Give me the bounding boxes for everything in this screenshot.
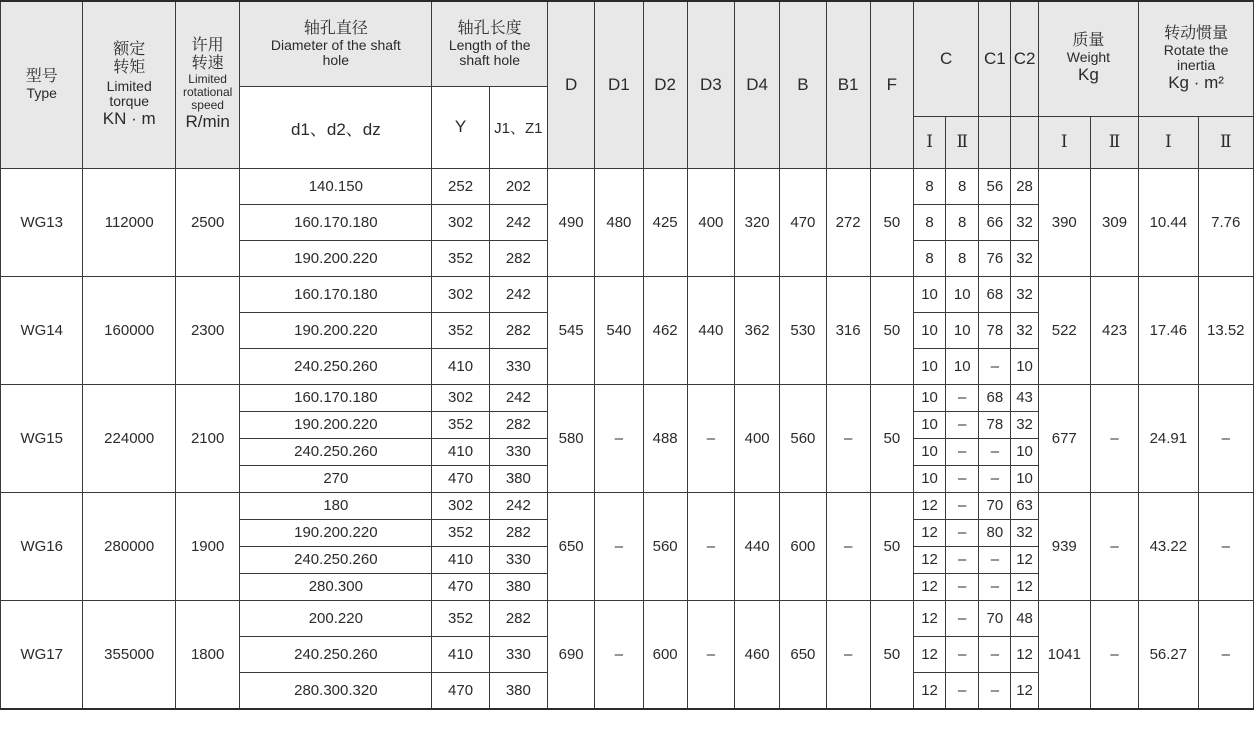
cell-type: WG15 — [1, 384, 83, 492]
cell-c2: 48 — [1011, 600, 1038, 636]
cell-w2: – — [1090, 492, 1138, 600]
cell-c1: 70 — [979, 492, 1011, 519]
header-F: F — [870, 1, 913, 168]
cell-D4: 362 — [735, 276, 780, 384]
cell-c-i: 12 — [913, 636, 945, 672]
cell-B: 470 — [780, 168, 826, 276]
header-D4: D4 — [735, 1, 780, 168]
cell-B1: – — [826, 384, 870, 492]
header-d-sub: d1、d2、dz — [240, 86, 432, 168]
cell-bore-diameter: 190.200.220 — [240, 240, 432, 276]
cell-i1: 24.91 — [1139, 384, 1198, 492]
cell-c2: 12 — [1011, 636, 1038, 672]
header-inertia-cn: 转动惯量 — [1164, 24, 1229, 42]
header-diameter — [240, 1, 432, 86]
header-y: Y — [432, 86, 489, 168]
cell-type: WG14 — [1, 276, 83, 384]
cell-w2: 423 — [1090, 276, 1138, 384]
cell-length-j: 242 — [489, 204, 547, 240]
cell-type: WG17 — [1, 600, 83, 709]
cell-bore-diameter: 240.250.260 — [240, 438, 432, 465]
cell-c-i: 12 — [913, 573, 945, 600]
header-length — [432, 1, 548, 86]
cell-c-ii: 8 — [946, 204, 979, 240]
cell-B: 530 — [780, 276, 826, 384]
cell-c1: 78 — [979, 312, 1011, 348]
cell-c-ii: – — [946, 411, 979, 438]
cell-c-ii: – — [946, 636, 979, 672]
cell-c2: 12 — [1011, 573, 1038, 600]
header-jz: J1、Z1 — [489, 86, 547, 168]
cell-D4: 320 — [735, 168, 780, 276]
cell-length-y: 410 — [432, 546, 489, 573]
cell-bore-diameter: 180 — [240, 492, 432, 519]
cell-bore-diameter: 240.250.260 — [240, 546, 432, 573]
cell-c2: 63 — [1011, 492, 1038, 519]
cell-length-y: 352 — [432, 312, 489, 348]
cell-D2: 462 — [643, 276, 687, 384]
cell-length-j: 242 — [489, 492, 547, 519]
cell-c-ii: – — [946, 672, 979, 709]
cell-w1: 677 — [1038, 384, 1090, 492]
cell-c-i: 8 — [913, 240, 945, 276]
cell-length-y: 410 — [432, 348, 489, 384]
cell-c-ii: – — [946, 519, 979, 546]
cell-torque: 355000 — [83, 600, 176, 709]
header-inertia-ii: Ⅱ — [1198, 116, 1253, 168]
header-B1: B1 — [826, 1, 870, 168]
cell-c-i: 12 — [913, 492, 945, 519]
cell-c-ii: 8 — [946, 168, 979, 204]
cell-bore-diameter: 240.250.260 — [240, 636, 432, 672]
header-inertia-unit: Kg · m² — [1168, 72, 1224, 92]
cell-c-ii: 10 — [946, 312, 979, 348]
cell-B: 650 — [780, 600, 826, 709]
cell-c2: 10 — [1011, 438, 1038, 465]
cell-c1: 80 — [979, 519, 1011, 546]
cell-length-y: 470 — [432, 672, 489, 709]
cell-F: 50 — [870, 276, 913, 384]
cell-length-j: 330 — [489, 438, 547, 465]
cell-length-j: 330 — [489, 546, 547, 573]
cell-length-y: 302 — [432, 204, 489, 240]
cell-D1: – — [595, 384, 643, 492]
cell-c-ii: 10 — [946, 276, 979, 312]
header-speed-cn: 许用转速 — [191, 37, 224, 73]
cell-w1: 522 — [1038, 276, 1090, 384]
cell-F: 50 — [870, 600, 913, 709]
cell-length-y: 352 — [432, 240, 489, 276]
cell-c-ii: 10 — [946, 348, 979, 384]
cell-c1: – — [979, 636, 1011, 672]
cell-D4: 460 — [735, 600, 780, 709]
cell-c-ii: – — [946, 465, 979, 492]
header-length-en: Length of the shaft hole — [448, 36, 531, 68]
table-row — [1, 384, 1254, 411]
cell-torque: 280000 — [83, 492, 176, 600]
cell-c2: 12 — [1011, 672, 1038, 709]
cell-D3: – — [687, 600, 734, 709]
cell-c2: 32 — [1011, 519, 1038, 546]
cell-D3: – — [687, 384, 734, 492]
table-row — [1, 168, 1254, 204]
cell-i2: 13.52 — [1198, 276, 1253, 384]
cell-F: 50 — [870, 384, 913, 492]
cell-c-i: 8 — [913, 204, 945, 240]
cell-bore-diameter: 200.220 — [240, 600, 432, 636]
header-weight — [1038, 1, 1139, 116]
cell-c1: 68 — [979, 276, 1011, 312]
cell-length-y: 410 — [432, 636, 489, 672]
cell-D1: 540 — [595, 276, 643, 384]
header-type-cn: 型号 — [25, 68, 58, 86]
cell-i2: – — [1198, 492, 1253, 600]
cell-c-i: 10 — [913, 276, 945, 312]
cell-c-ii: – — [946, 546, 979, 573]
cell-c-i: 10 — [913, 312, 945, 348]
cell-c-i: 12 — [913, 546, 945, 573]
cell-length-y: 352 — [432, 411, 489, 438]
cell-bore-diameter: 160.170.180 — [240, 276, 432, 312]
cell-bore-diameter: 270 — [240, 465, 432, 492]
cell-length-j: 242 — [489, 384, 547, 411]
cell-length-j: 282 — [489, 411, 547, 438]
cell-c-i: 10 — [913, 384, 945, 411]
cell-B1: 316 — [826, 276, 870, 384]
cell-i1: 17.46 — [1139, 276, 1198, 384]
cell-c1: 70 — [979, 600, 1011, 636]
header-diameter-cn: 轴孔直径 — [303, 19, 368, 37]
cell-c-i: 10 — [913, 465, 945, 492]
cell-length-j: 282 — [489, 519, 547, 546]
header-torque — [83, 1, 176, 168]
header-c-ii: Ⅱ — [946, 116, 979, 168]
cell-speed: 2300 — [175, 276, 239, 384]
cell-B: 560 — [780, 384, 826, 492]
cell-speed: 2100 — [175, 384, 239, 492]
cell-c1: 78 — [979, 411, 1011, 438]
cell-length-j: 242 — [489, 276, 547, 312]
cell-length-y: 470 — [432, 573, 489, 600]
cell-c-i: 8 — [913, 168, 945, 204]
cell-i1: 43.22 — [1139, 492, 1198, 600]
cell-B: 600 — [780, 492, 826, 600]
header-weight-i: Ⅰ — [1038, 116, 1090, 168]
cell-c1: – — [979, 672, 1011, 709]
cell-length-j: 330 — [489, 636, 547, 672]
cell-length-j: 282 — [489, 312, 547, 348]
cell-c1: 76 — [979, 240, 1011, 276]
cell-c2: 32 — [1011, 240, 1038, 276]
header-B: B — [780, 1, 826, 168]
cell-w1: 390 — [1038, 168, 1090, 276]
cell-c-i: 10 — [913, 411, 945, 438]
cell-bore-diameter: 240.250.260 — [240, 348, 432, 384]
cell-length-y: 302 — [432, 384, 489, 411]
cell-B1: – — [826, 492, 870, 600]
cell-bore-diameter: 160.170.180 — [240, 204, 432, 240]
cell-D3: – — [687, 492, 734, 600]
header-torque-cn: 额定转矩 — [113, 40, 146, 76]
header-type-en: Type — [26, 85, 57, 102]
header-torque-unit: KN · m — [102, 108, 156, 128]
header-D1: D1 — [595, 1, 643, 168]
cell-w1: 939 — [1038, 492, 1090, 600]
header-speed-unit: R/min — [185, 112, 230, 132]
header-speed — [175, 1, 239, 168]
cell-length-y: 302 — [432, 492, 489, 519]
cell-c2: 32 — [1011, 276, 1038, 312]
cell-c-i: 10 — [913, 348, 945, 384]
header-c2-blank — [1011, 116, 1038, 168]
cell-c2: 43 — [1011, 384, 1038, 411]
cell-c1: – — [979, 573, 1011, 600]
cell-F: 50 — [870, 492, 913, 600]
cell-c-i: 12 — [913, 519, 945, 546]
cell-w2: – — [1090, 600, 1138, 709]
header-inertia — [1139, 1, 1254, 116]
cell-c-ii: – — [946, 600, 979, 636]
table-row — [1, 600, 1254, 636]
cell-length-y: 302 — [432, 276, 489, 312]
cell-c1: – — [979, 348, 1011, 384]
cell-length-j: 380 — [489, 672, 547, 709]
header-torque-en: Limited torque — [106, 77, 152, 109]
header-weight-ii: Ⅱ — [1090, 116, 1138, 168]
cell-torque: 224000 — [83, 384, 176, 492]
cell-D2: 560 — [643, 492, 687, 600]
cell-length-y: 252 — [432, 168, 489, 204]
cell-bore-diameter: 190.200.220 — [240, 312, 432, 348]
cell-c-ii: – — [946, 384, 979, 411]
cell-B1: – — [826, 600, 870, 709]
cell-i1: 56.27 — [1139, 600, 1198, 709]
cell-w1: 1041 — [1038, 600, 1090, 709]
cell-bore-diameter: 160.170.180 — [240, 384, 432, 411]
cell-length-y: 352 — [432, 600, 489, 636]
cell-c1: – — [979, 546, 1011, 573]
cell-D1: 480 — [595, 168, 643, 276]
cell-c1: 66 — [979, 204, 1011, 240]
cell-D2: 600 — [643, 600, 687, 709]
table-row — [1, 492, 1254, 519]
cell-torque: 160000 — [83, 276, 176, 384]
cell-length-y: 410 — [432, 438, 489, 465]
cell-length-j: 282 — [489, 240, 547, 276]
cell-bore-diameter: 140.150 — [240, 168, 432, 204]
cell-bore-diameter: 280.300 — [240, 573, 432, 600]
cell-w2: – — [1090, 384, 1138, 492]
header-type — [1, 1, 83, 168]
table-header — [1, 1, 1254, 168]
cell-B1: 272 — [826, 168, 870, 276]
header-weight-cn: 质量 — [1072, 32, 1105, 50]
cell-D3: 400 — [687, 168, 734, 276]
header-c-i: Ⅰ — [913, 116, 945, 168]
cell-D2: 425 — [643, 168, 687, 276]
cell-i1: 10.44 — [1139, 168, 1198, 276]
cell-D: 580 — [548, 384, 595, 492]
cell-c2: 10 — [1011, 465, 1038, 492]
header-weight-unit: Kg — [1078, 65, 1099, 85]
cell-c2: 28 — [1011, 168, 1038, 204]
cell-D: 650 — [548, 492, 595, 600]
cell-c-i: 12 — [913, 600, 945, 636]
cell-length-y: 352 — [432, 519, 489, 546]
header-diameter-en: Diameter of the shaft hole — [270, 36, 401, 68]
cell-length-j: 330 — [489, 348, 547, 384]
cell-length-j: 282 — [489, 600, 547, 636]
cell-D3: 440 — [687, 276, 734, 384]
cell-i2: 7.76 — [1198, 168, 1253, 276]
cell-length-j: 202 — [489, 168, 547, 204]
header-C: C — [913, 1, 978, 116]
header-inertia-i: Ⅰ — [1139, 116, 1198, 168]
cell-D4: 400 — [735, 384, 780, 492]
cell-c1: 68 — [979, 384, 1011, 411]
cell-c-ii: 8 — [946, 240, 979, 276]
cell-speed: 2500 — [175, 168, 239, 276]
cell-w2: 309 — [1090, 168, 1138, 276]
cell-c2: 32 — [1011, 411, 1038, 438]
cell-length-y: 470 — [432, 465, 489, 492]
cell-D: 490 — [548, 168, 595, 276]
cell-i2: – — [1198, 600, 1253, 709]
cell-bore-diameter: 280.300.320 — [240, 672, 432, 709]
cell-length-j: 380 — [489, 573, 547, 600]
cell-D1: – — [595, 492, 643, 600]
header-inertia-en: Rotate the inertia — [1163, 41, 1229, 73]
header-c1-blank — [979, 116, 1011, 168]
table-body — [1, 168, 1254, 709]
cell-c2: 10 — [1011, 348, 1038, 384]
cell-c1: 56 — [979, 168, 1011, 204]
cell-torque: 112000 — [83, 168, 176, 276]
cell-D: 545 — [548, 276, 595, 384]
cell-i2: – — [1198, 384, 1253, 492]
header-C2: C2 — [1011, 1, 1038, 116]
cell-length-j: 380 — [489, 465, 547, 492]
cell-c-i: 10 — [913, 438, 945, 465]
cell-F: 50 — [870, 168, 913, 276]
cell-D1: – — [595, 600, 643, 709]
header-C1: C1 — [979, 1, 1011, 116]
header-length-cn: 轴孔长度 — [457, 19, 522, 37]
header-speed-en: Limited rotational speed — [182, 72, 233, 113]
cell-c2: 32 — [1011, 204, 1038, 240]
header-D2: D2 — [643, 1, 687, 168]
cell-c1: – — [979, 438, 1011, 465]
cell-c1: – — [979, 465, 1011, 492]
cell-bore-diameter: 190.200.220 — [240, 411, 432, 438]
cell-D2: 488 — [643, 384, 687, 492]
cell-c-ii: – — [946, 573, 979, 600]
cell-speed: 1800 — [175, 600, 239, 709]
table-row — [1, 276, 1254, 312]
cell-c-ii: – — [946, 492, 979, 519]
cell-D: 690 — [548, 600, 595, 709]
cell-c2: 32 — [1011, 312, 1038, 348]
cell-c-ii: – — [946, 438, 979, 465]
header-weight-en: Weight — [1066, 49, 1111, 66]
header-D: D — [548, 1, 595, 168]
header-D3: D3 — [687, 1, 734, 168]
cell-bore-diameter: 190.200.220 — [240, 519, 432, 546]
cell-type: WG16 — [1, 492, 83, 600]
cell-D4: 440 — [735, 492, 780, 600]
cell-type: WG13 — [1, 168, 83, 276]
cell-speed: 1900 — [175, 492, 239, 600]
cell-c2: 12 — [1011, 546, 1038, 573]
cell-c-i: 12 — [913, 672, 945, 709]
